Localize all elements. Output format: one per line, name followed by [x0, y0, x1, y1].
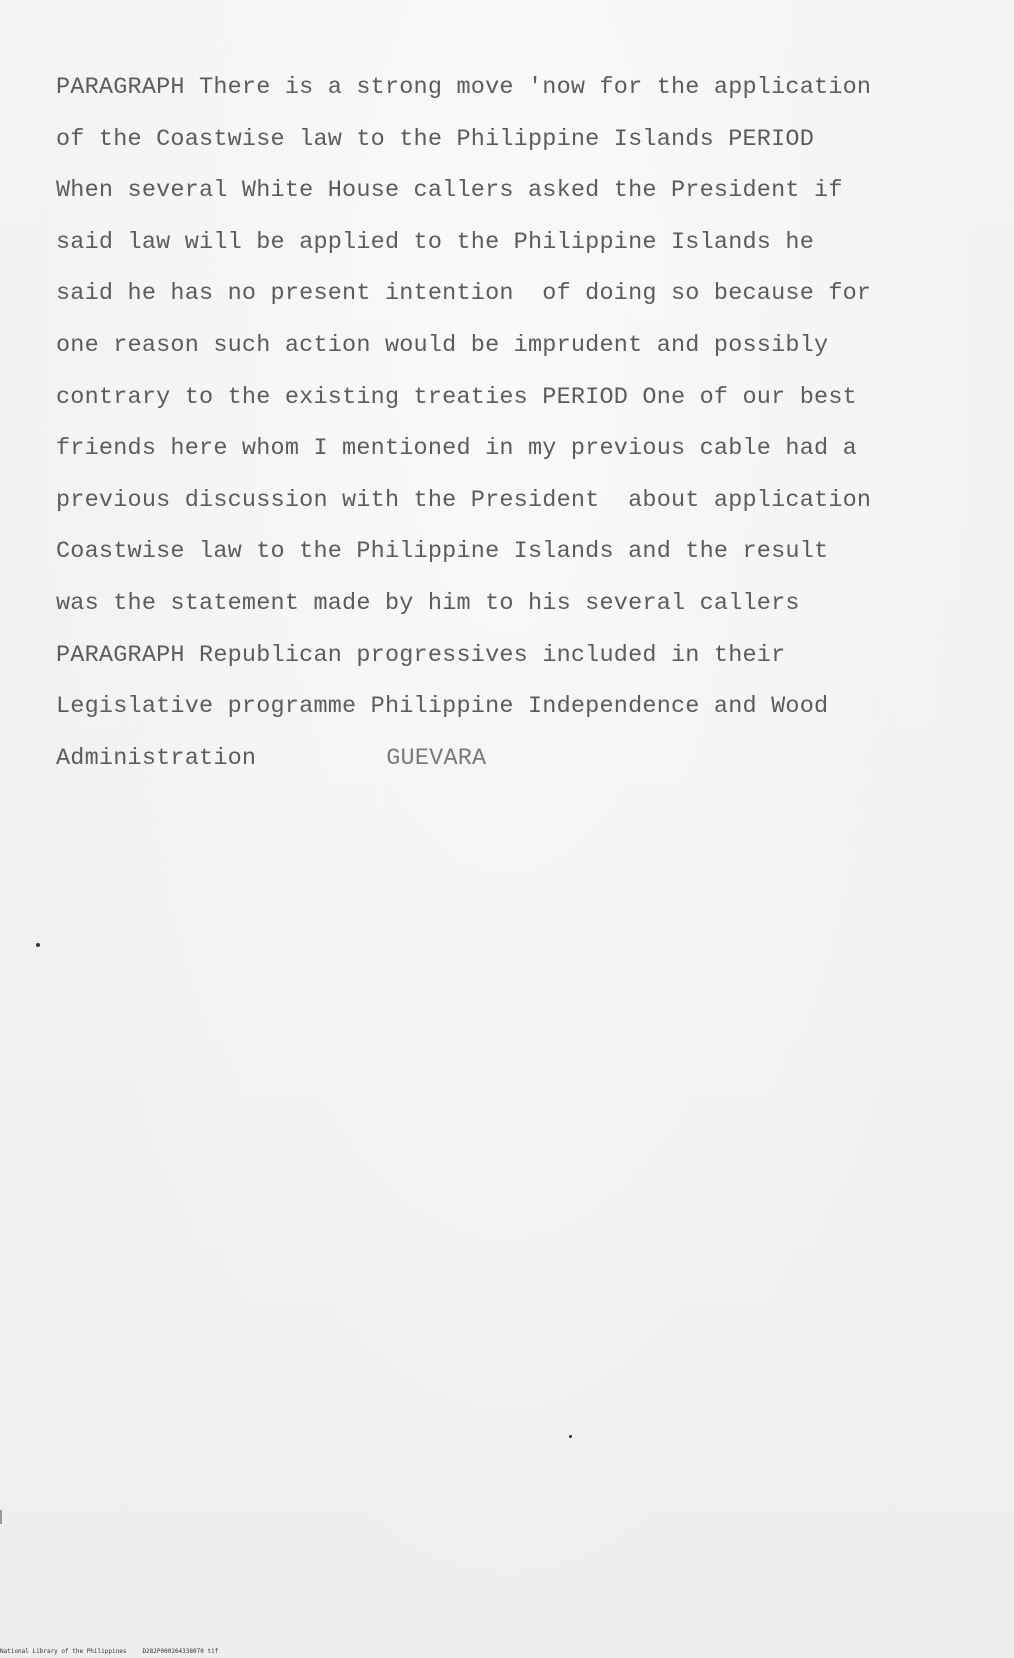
text-line-5: said he has no present intention of doing so because for: [56, 280, 872, 308]
paper-edge-mark: [0, 1510, 2, 1524]
text-line-6: one reason such action would be imprudent and possibly: [56, 331, 829, 359]
text-line-13: Legislative programme Philippine Independence and Wood: [56, 693, 829, 721]
text-line-10: Coastwise law to the Philippine Islands and the result: [56, 538, 829, 566]
archive-file-id: D282P000264338070 tif: [142, 1648, 219, 1655]
text-line-2: of the Coastwise law to the Philippine Islands PERIOD: [56, 125, 815, 153]
paper-speck: [36, 943, 40, 947]
signature: GUEVARA: [386, 744, 487, 772]
text-line-1: PARAGRAPH There is a strong move 'now for the application: [56, 74, 872, 101]
text-line-3: When several White House callers asked the President if: [56, 177, 843, 205]
closing-text: Administration: [56, 744, 257, 772]
text-line-9: previous discussion with the President about application: [56, 486, 872, 514]
paper-speck: [569, 1435, 572, 1438]
text-line-11: was the statement made by him to his several callers: [56, 589, 800, 617]
closing-line: [56, 733, 956, 785]
text-line-8: friends here whom I mentioned in my previous cable had a: [56, 435, 857, 463]
text-line-12: PARAGRAPH Republican progressives included in their: [56, 641, 786, 669]
archive-source: National Library of the Philippines: [0, 1648, 127, 1655]
text-line-7: contrary to the existing treaties PERIOD One of our best: [56, 383, 857, 411]
archive-footer: [0, 1648, 218, 1656]
text-line-4: said law will be applied to the Philippine Islands he: [56, 228, 815, 256]
cable-text-body: [56, 62, 956, 784]
